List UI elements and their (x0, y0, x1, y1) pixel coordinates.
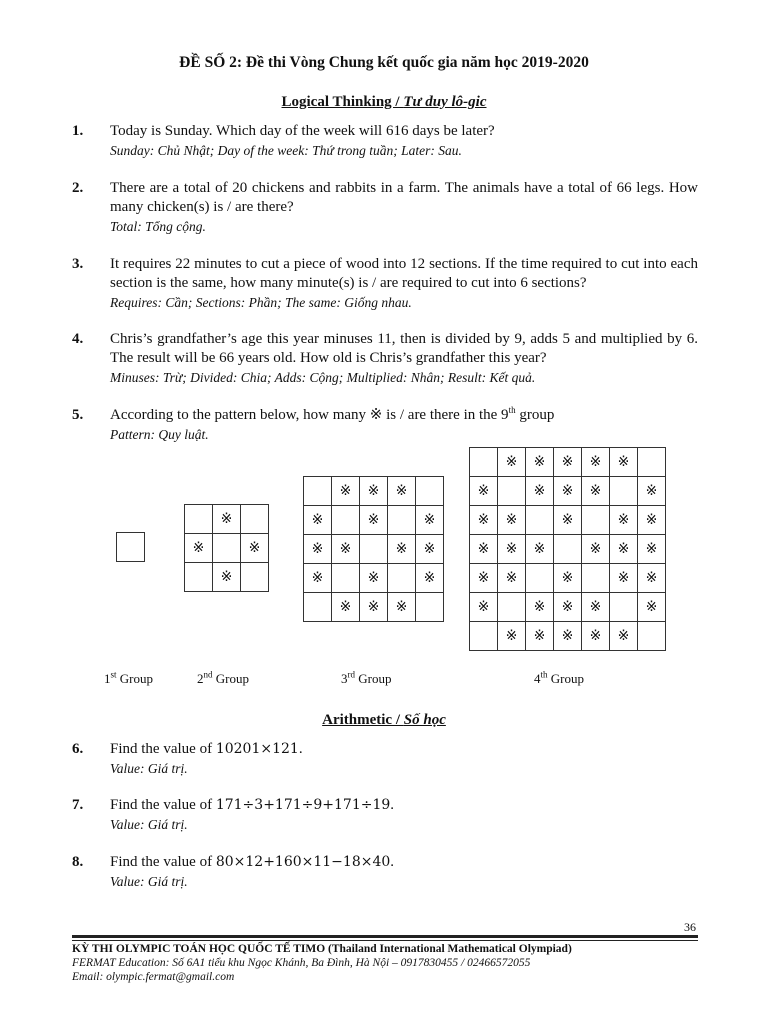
group-label-2: 2nd Group (197, 669, 249, 686)
grid-cell-empty (360, 535, 388, 564)
grid-row (117, 533, 145, 562)
grid-cell-marked: ※ (498, 564, 526, 593)
grid-cell-empty (498, 477, 526, 506)
grid-cell-marked: ※ (610, 535, 638, 564)
grid-cell-marked: ※ (332, 593, 360, 622)
grid-cell-marked: ※ (638, 506, 666, 535)
grid-cell-marked: ※ (332, 477, 360, 506)
grid-cell-marked: ※ (554, 593, 582, 622)
question-number: 6. (72, 741, 84, 757)
grid-cell-marked: ※ (582, 535, 610, 564)
vocabulary-gloss: Sunday: Chủ Nhật; Day of the week: Thứ trong tuần; Later: Sau. (110, 143, 462, 158)
section-heading-arithmetic (0, 712, 768, 729)
grid-cell-marked: ※ (638, 564, 666, 593)
grid-cell-empty (388, 564, 416, 593)
grid-cell-marked: ※ (388, 593, 416, 622)
question-7 (72, 796, 698, 834)
grid-cell-marked: ※ (185, 534, 213, 563)
question-text: According to the pattern below, how many ※ is / are there in the 9th group (110, 405, 555, 423)
grid-cell-marked: ※ (498, 448, 526, 477)
grid-cell-empty (470, 448, 498, 477)
grid-cell-empty (332, 564, 360, 593)
grid-cell-empty (304, 477, 332, 506)
question-text: There are a total of 20 chickens and rabbits in a farm. The animals have a total of 66 legs. How many chicken(s) is / are there? (110, 180, 698, 215)
question-number: 2. (72, 180, 84, 196)
question-number: 5. (72, 407, 84, 423)
grid-row (304, 477, 444, 506)
grid-cell-marked: ※ (554, 477, 582, 506)
grid-cell-empty (526, 564, 554, 593)
grid-cell-empty (416, 477, 444, 506)
grid-cell-marked: ※ (498, 535, 526, 564)
grid-cell-marked: ※ (610, 448, 638, 477)
grid-cell-marked: ※ (610, 564, 638, 593)
footer-address: FERMAT Education: Số 6A1 tiểu khu Ngọc Khánh, Ba Đình, Hà Nội – 0917830455 / 02466572055 (72, 957, 531, 969)
math-expression: 80×12+160×11−18×40 (215, 854, 391, 870)
footer-email: Email: olympic.fermat@gmail.com (72, 971, 235, 983)
grid-row (470, 622, 666, 651)
grid-cell-empty (185, 505, 213, 534)
grid-cell-empty (213, 534, 241, 563)
grid-cell-marked: ※ (416, 564, 444, 593)
vocabulary-gloss: Requires: Cần; Sections: Phần; The same: Giống nhau. (110, 295, 412, 310)
footer-competition-name: KỲ THI OLYMPIC TOÁN HỌC QUỐC TẾ TIMO (Thailand International Mathematical Olympiad) (72, 943, 572, 955)
section-heading-vi: Số học (403, 712, 446, 728)
grid-cell-marked: ※ (304, 535, 332, 564)
grid-cell-marked: ※ (582, 622, 610, 651)
vocabulary-gloss: Value: Giá trị. (110, 874, 188, 889)
vocabulary-gloss: Value: Giá trị. (110, 761, 188, 776)
grid-cell-marked: ※ (470, 593, 498, 622)
question-5 (72, 406, 698, 444)
pattern-group-2-grid (184, 504, 269, 592)
grid-row (470, 477, 666, 506)
question-number: 4. (72, 331, 84, 347)
grid-row (304, 506, 444, 535)
grid-row (470, 593, 666, 622)
question-6 (72, 740, 698, 778)
grid-cell-marked: ※ (498, 506, 526, 535)
grid-cell-marked: ※ (610, 506, 638, 535)
grid-cell-marked: ※ (304, 564, 332, 593)
grid-cell-empty (582, 564, 610, 593)
grid-row (304, 535, 444, 564)
grid-cell-empty (304, 593, 332, 622)
grid-cell-marked: ※ (582, 593, 610, 622)
grid-cell-empty (610, 477, 638, 506)
grid-cell-marked: ※ (360, 593, 388, 622)
grid-cell-marked: ※ (388, 477, 416, 506)
grid-cell-marked: ※ (470, 506, 498, 535)
question-text: Today is Sunday. Which day of the week will 616 days be later? (110, 123, 495, 139)
vocabulary-gloss: Total: Tổng cộng. (110, 219, 206, 234)
footer-divider-thick (72, 935, 698, 938)
grid-cell-empty (241, 505, 269, 534)
footer (72, 942, 712, 984)
grid-row (470, 448, 666, 477)
vocabulary-gloss: Pattern: Quy luật. (110, 427, 209, 442)
grid-cell-empty (554, 535, 582, 564)
math-expression: 171÷3+171÷9+171÷19 (215, 797, 391, 813)
question-text: Chris’s grandfather’s age this year minuses 11, then is divided by 9, adds 5 and multiplied by 6. The result will be 66 years old. How old is Chris’s grandfather this year? (110, 331, 698, 366)
group-label-4: 4th Group (534, 669, 584, 686)
grid-row (304, 564, 444, 593)
question-number: 8. (72, 854, 84, 870)
grid-cell-marked: ※ (241, 534, 269, 563)
grid-row (185, 563, 269, 592)
grid-cell-marked: ※ (470, 535, 498, 564)
grid-cell-empty (388, 506, 416, 535)
grid-cell-marked: ※ (526, 448, 554, 477)
grid-cell-marked: ※ (388, 535, 416, 564)
question-2 (72, 179, 698, 236)
grid-cell-marked: ※ (470, 564, 498, 593)
grid-cell-marked: ※ (554, 564, 582, 593)
grid-cell-marked: ※ (213, 563, 241, 592)
grid-cell-marked: ※ (498, 622, 526, 651)
question-4 (72, 330, 698, 387)
grid-cell-empty (638, 448, 666, 477)
grid-cell-marked: ※ (213, 505, 241, 534)
grid-cell-marked: ※ (554, 506, 582, 535)
pattern-group-1-grid (116, 532, 145, 562)
grid-cell-marked: ※ (416, 506, 444, 535)
grid-row (304, 593, 444, 622)
grid-cell-empty (582, 506, 610, 535)
grid-cell-marked: ※ (554, 622, 582, 651)
page-title: ĐỀ SỐ 2: Đề thi Vòng Chung kết quốc gia năm học 2019-2020 (179, 54, 589, 71)
grid-cell-marked: ※ (638, 535, 666, 564)
group-label-3: 3rd Group (341, 669, 392, 686)
group-label-1: 1st Group (104, 669, 153, 686)
grid-cell-empty (332, 506, 360, 535)
question-number: 1. (72, 123, 84, 139)
grid-row (470, 535, 666, 564)
footer-divider-thin (72, 940, 698, 941)
grid-cell-empty (526, 506, 554, 535)
pattern-group-3-grid (303, 476, 444, 622)
grid-cell-empty (610, 593, 638, 622)
grid-cell-marked: ※ (470, 477, 498, 506)
page-number: 36 (684, 920, 696, 934)
grid-cell-marked: ※ (582, 477, 610, 506)
question-text: It requires 22 minutes to cut a piece of wood into 12 sections. If the time required to cut into each section is the same, how many minute(s) is / are required to cut into 6 sections? (110, 256, 698, 291)
grid-cell-empty (117, 533, 145, 562)
grid-cell-marked: ※ (526, 477, 554, 506)
question-text: Find the value of 80×12+160×11−18×40. (110, 854, 395, 870)
section-heading-logical-thinking (0, 94, 768, 111)
question-number: 7. (72, 797, 84, 813)
grid-row (470, 564, 666, 593)
grid-cell-marked: ※ (638, 593, 666, 622)
grid-cell-marked: ※ (526, 535, 554, 564)
grid-cell-marked: ※ (360, 506, 388, 535)
grid-cell-marked: ※ (526, 622, 554, 651)
pattern-group-4-grid (469, 447, 666, 651)
grid-cell-empty (638, 622, 666, 651)
grid-cell-empty (416, 593, 444, 622)
question-number: 3. (72, 256, 84, 272)
grid-cell-empty (241, 563, 269, 592)
vocabulary-gloss: Value: Giá trị. (110, 817, 188, 832)
section-heading-vi: Tư duy lô-gic (403, 94, 487, 110)
grid-cell-marked: ※ (416, 535, 444, 564)
grid-cell-empty (498, 593, 526, 622)
grid-cell-marked: ※ (554, 448, 582, 477)
math-expression: 10201×121 (215, 741, 299, 757)
grid-cell-marked: ※ (360, 564, 388, 593)
grid-cell-marked: ※ (304, 506, 332, 535)
question-8 (72, 853, 698, 891)
question-text: Find the value of 10201×121. (110, 741, 303, 757)
question-3 (72, 255, 698, 312)
section-heading-en: Logical Thinking / (281, 94, 404, 110)
vocabulary-gloss: Minuses: Trừ; Divided: Chia; Adds: Cộng; Multiplied: Nhân; Result: Kết quả. (110, 370, 536, 385)
grid-row (185, 534, 269, 563)
grid-row (470, 506, 666, 535)
grid-row (185, 505, 269, 534)
grid-cell-empty (470, 622, 498, 651)
grid-cell-marked: ※ (526, 593, 554, 622)
grid-cell-marked: ※ (332, 535, 360, 564)
grid-cell-marked: ※ (610, 622, 638, 651)
question-1 (72, 122, 698, 160)
grid-cell-marked: ※ (638, 477, 666, 506)
grid-cell-marked: ※ (360, 477, 388, 506)
grid-cell-empty (185, 563, 213, 592)
question-text: Find the value of 171÷3+171÷9+171÷19. (110, 797, 395, 813)
section-heading-en: Arithmetic / (322, 712, 404, 728)
grid-cell-marked: ※ (582, 448, 610, 477)
